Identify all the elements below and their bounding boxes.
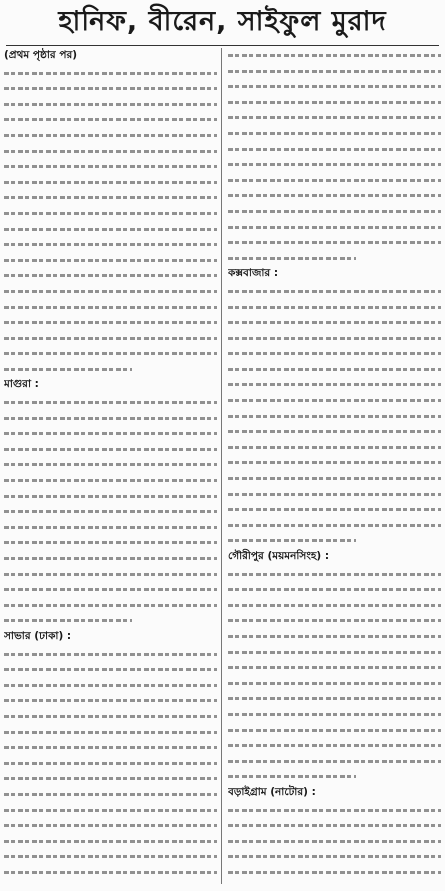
section-magura-label: মাগুরা :	[4, 378, 39, 391]
section-magura	[4, 377, 217, 393]
headline: হানিফ, বীরেন, সাইফুল মুরাদ	[58, 5, 387, 37]
article-intro	[4, 48, 217, 64]
section-savar	[4, 629, 217, 645]
section-gouripur-label: গৌরীপুর (ময়মনসিংহ) :	[228, 550, 330, 562]
headline-rule	[6, 45, 439, 46]
column-divider	[221, 48, 222, 884]
section-gouripur	[228, 549, 441, 565]
right-column	[228, 48, 441, 884]
section-boraigram-label: বড়াইগ্রাম (নাটোর) :	[228, 785, 316, 798]
section-savar-label: সাভার (ঢাকা) :	[4, 629, 72, 642]
section-boraigram	[228, 785, 441, 801]
left-column	[4, 48, 217, 884]
section-coxsbazar-label: কক্সবাজার :	[228, 267, 279, 280]
continuation-label: (প্রথম পৃষ্ঠার পর)	[4, 49, 78, 61]
section-coxsbazar	[228, 266, 441, 282]
